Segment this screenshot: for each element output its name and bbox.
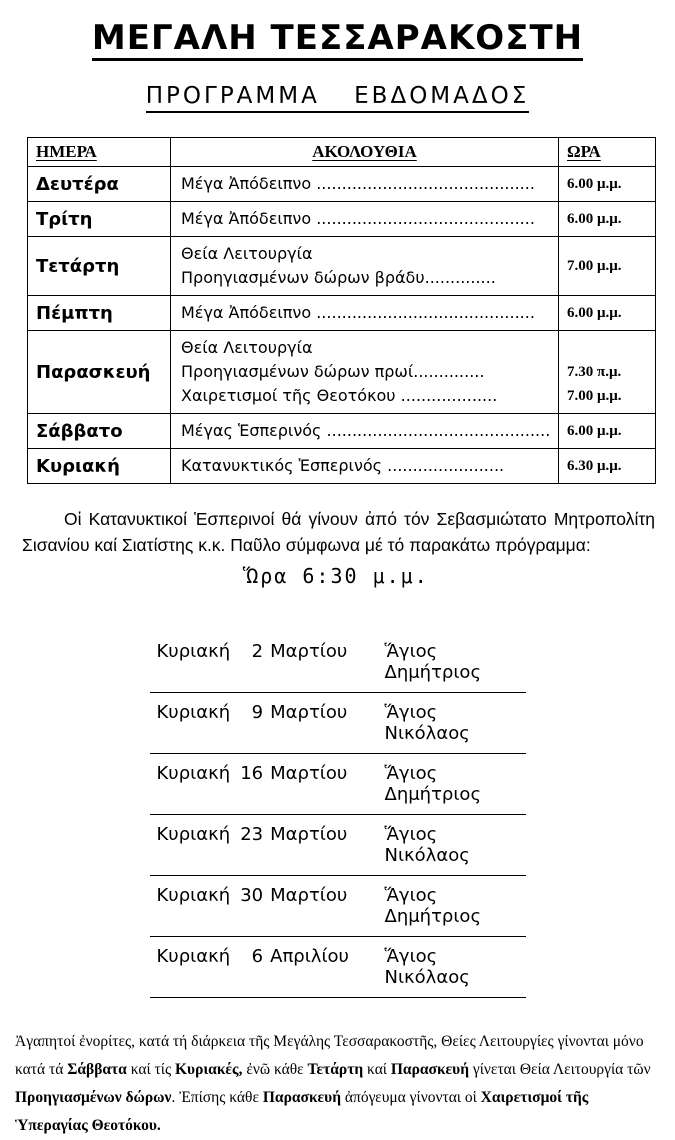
sunday-church: Ἅγιος Νικόλαος (384, 946, 470, 989)
sunday-day: Κυριακή (156, 763, 231, 785)
table-row (28, 237, 656, 296)
sunday-month: Απριλίου (270, 946, 349, 968)
table-row (28, 202, 656, 237)
time-cell: 6.30 μ.μ. (559, 449, 656, 484)
service-cell: Μέγα Ἀπόδειπνο ........................................... (171, 167, 559, 202)
sunday-month: Μαρτίου (270, 885, 348, 907)
service-cell: Μέγας Ἑσπερινός ............................................ (171, 414, 559, 449)
sunday-month: Μαρτίου (270, 763, 348, 785)
title-container (0, 20, 675, 61)
list-item (150, 632, 526, 693)
day-cell: Τρίτη (28, 202, 171, 237)
sunday-day: Κυριακή (156, 824, 231, 846)
sunday-church: Ἅγιος Νικόλαος (384, 824, 470, 867)
service-cell: Κατανυκτικός Ἑσπερινός ....................... (171, 449, 559, 484)
service-cell: Μέγα Ἀπόδειπνο ........................................... (171, 202, 559, 237)
time-cell: 6.00 μ.μ. (559, 202, 656, 237)
footer-note: Ἀγαπητοί ἐνορίτες, κατά τή διάρκεια τῆς Μεγάλης Τεσσαρακοστῆς, Θείες Λειτουργίες γίνονται μόνο κατά τά Σάββατα καί τίς Κυριακές, ἐνῶ κάθε Τετάρτη καί Παρασκευή γίνεται Θεία Λειτουργία τῶν Προηγιασμένων δώρων. Ἐπίσης κάθε Παρασκευή ἀπόγευμα γίνονται οἱ Χαιρετισμοί τῆς Ὑπεραγίας Θεοτόκου. (15, 1033, 651, 1135)
service-cell: Μέγα Ἀπόδειπνο ........................................... (171, 296, 559, 331)
time-cell: 6.00 μ.μ. (559, 296, 656, 331)
vespers-time-note: Ὥρα 6:30 μ.μ. (246, 564, 429, 589)
list-item (150, 693, 526, 754)
sunday-date: 30 (240, 885, 264, 907)
sunday-month: Μαρτίου (270, 641, 348, 663)
time-cell: 6.00 μ.μ. (559, 167, 656, 202)
table-row (28, 414, 656, 449)
sunday-date: 6 (251, 946, 264, 968)
time-cell: 7.30 π.μ. 7.00 μ.μ. (559, 331, 656, 414)
table-row (28, 331, 656, 414)
page-title: ΜΕΓΑΛΗ ΤΕΣΣΑΡΑΚΟΣΤΗ (92, 20, 583, 61)
table-row (28, 449, 656, 484)
day-cell: Τετάρτη (28, 237, 171, 296)
sunday-day: Κυριακή (156, 641, 231, 663)
header-time: ΩΡΑ (559, 138, 656, 167)
list-item (150, 937, 526, 998)
sunday-date: 9 (251, 702, 264, 724)
day-cell: Πέμπτη (28, 296, 171, 331)
service-cell: Θεία Λειτουργία Προηγιασμένων δώρων βράδυ.............. (171, 237, 559, 296)
sunday-vespers-list (150, 632, 526, 998)
day-cell: Δευτέρα (28, 167, 171, 202)
sunday-church: Ἅγιος Δημήτριος (384, 885, 482, 928)
announcement-paragraph: Οἱ Κατανυκτικοί Ἑσπερινοί θά γίνουν ἀπό τόν Σεβασμιώτατο Μητροπολίτη Σισανίου καί Σιατίστης κ.κ. Παῦλο σύμφωνα μέ τό παρακάτω πρόγραμμα: (22, 509, 655, 556)
sunday-church: Ἅγιος Νικόλαος (384, 702, 470, 745)
sunday-date: 2 (251, 641, 264, 663)
table-header-row (28, 138, 656, 167)
sunday-church: Ἅγιος Δημήτριος (384, 763, 482, 806)
list-item (150, 815, 526, 876)
sunday-month: Μαρτίου (270, 702, 348, 724)
header-service: ΑΚΟΛΟΥΘΙΑ (171, 138, 559, 167)
list-item (150, 754, 526, 815)
sunday-month: Μαρτίου (270, 824, 348, 846)
day-cell: Κυριακή (28, 449, 171, 484)
weekly-schedule-table (27, 137, 656, 484)
page-subtitle: ΠΡΟΓΡΑΜΜΑ ΕΒΔΟΜΑΔΟΣ (146, 83, 530, 113)
service-cell: Θεία Λειτουργία Προηγιασμένων δώρων πρωί.............. Χαιρετισμοί τῆς Θεοτόκου ................... (171, 331, 559, 414)
time-cell: 7.00 μ.μ. (559, 237, 656, 296)
table-row (28, 167, 656, 202)
sunday-date: 23 (240, 824, 264, 846)
time-cell: 6.00 μ.μ. (559, 414, 656, 449)
table-row (28, 296, 656, 331)
sunday-day: Κυριακή (156, 885, 231, 907)
sunday-date: 16 (240, 763, 264, 785)
header-day: ΗΜΕΡΑ (28, 138, 171, 167)
sunday-church: Ἅγιος Δημήτριος (384, 641, 482, 684)
sunday-day: Κυριακή (156, 702, 231, 724)
day-cell: Παρασκευή (28, 331, 171, 414)
sunday-day: Κυριακή (156, 946, 231, 968)
list-item (150, 876, 526, 937)
day-cell: Σάββατο (28, 414, 171, 449)
subtitle-container (0, 83, 675, 113)
